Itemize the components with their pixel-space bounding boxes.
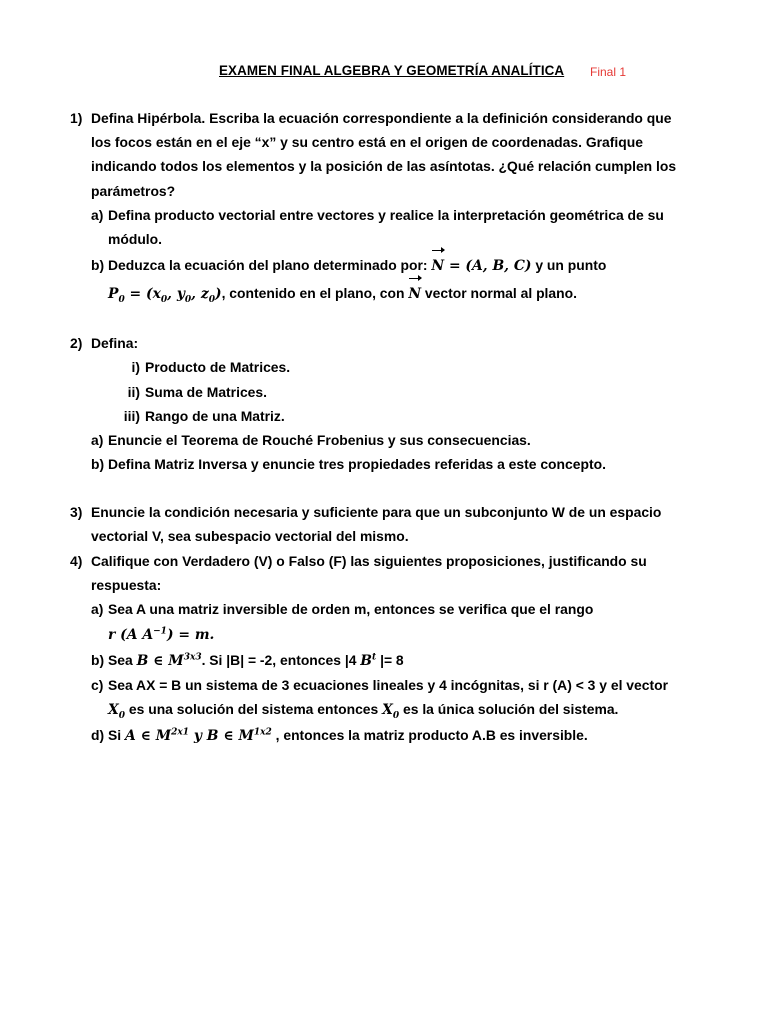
subquestion-label: a) xyxy=(91,206,104,223)
math-superscript: 2x1 xyxy=(171,726,190,737)
header xyxy=(0,63,768,85)
subquestion-text: , contenido en el plano, con xyxy=(221,285,409,302)
math-superscript: 1x2 xyxy=(253,726,272,737)
math-subscript: 0 xyxy=(184,294,192,305)
question-line: los focos están en el eje “x” y su centro está en el origen de coordenadas. Grafique xyxy=(91,134,643,151)
question-line xyxy=(70,106,720,130)
math-symbol: X xyxy=(382,702,393,719)
math-symbol: ) = xyxy=(166,627,195,644)
question-line xyxy=(70,500,720,524)
math-symbol: (A A xyxy=(115,627,154,644)
math-symbol: ) xyxy=(215,286,222,303)
math-symbol: B xyxy=(360,653,373,670)
page-title: EXAMEN FINAL ALGEBRA Y GEOMETRÍA ANALÍTICA xyxy=(219,63,565,78)
question-number: 4) xyxy=(70,552,83,569)
vector-n: N xyxy=(431,252,444,280)
subquestion-text: vector normal al plano. xyxy=(421,285,577,302)
math-symbol: B xyxy=(136,653,149,670)
list-text: Rango de una Matriz. xyxy=(145,407,285,424)
math-symbol: ∈ xyxy=(135,727,156,744)
question-number: 2) xyxy=(70,335,83,352)
subquestion-text: |= 8 xyxy=(376,652,404,669)
math-symbol: , z xyxy=(191,286,209,303)
subquestion-text: Enuncie el Teorema de Rouché Frobenius y sus consecuencias. xyxy=(108,431,531,448)
subquestion-text: es una solución del sistema entonces xyxy=(125,701,383,718)
question-line xyxy=(70,549,720,573)
subquestion-line xyxy=(70,452,720,476)
math-symbol: = (x xyxy=(124,286,161,303)
question-number: 3) xyxy=(70,504,83,521)
question-number: 1) xyxy=(70,110,83,126)
question-1 xyxy=(70,106,720,307)
subquestion-line xyxy=(70,647,720,673)
math-subscript: 0 xyxy=(160,294,168,305)
math-superscript: −1 xyxy=(153,626,167,637)
math-symbol: M xyxy=(238,727,254,744)
list-text: Producto de Matrices. xyxy=(145,359,291,376)
math-subscript: 0 xyxy=(118,294,125,305)
subquestion-line xyxy=(70,203,720,227)
list-item xyxy=(70,355,720,379)
list-text: Suma de Matrices. xyxy=(145,383,267,400)
point-p0 xyxy=(108,286,222,305)
subquestion-text: Sea A una matriz inversible de orden m, entonces se verifica que el rango xyxy=(108,601,594,617)
subquestion-label: d) xyxy=(91,726,105,743)
subquestion-label: b) xyxy=(91,456,105,473)
subquestion-text: Deduzca la ecuación del plano determinado por: xyxy=(108,257,432,274)
subquestion-text: , entonces la matriz producto A.B es inversible. xyxy=(271,726,588,743)
subquestion-text: Sea xyxy=(108,652,137,669)
math-symbol: B xyxy=(206,727,219,744)
question-text: Defina Hipérbola. Escriba la ecuación correspondiente a la definición considerando que xyxy=(91,110,672,126)
math-subscript: 0 xyxy=(118,711,126,722)
subquestion-text: Sea AX = B un sistema de 3 ecuaciones lineales y 4 incógnitas, si r (A) < 3 y el vector xyxy=(108,677,668,694)
subquestion-line xyxy=(70,251,720,279)
question-text: Defina: xyxy=(91,335,139,352)
question-line: vectorial V, sea subespacio vectorial del mismo. xyxy=(91,528,409,545)
exam-tag: Final 1 xyxy=(590,65,627,79)
subquestion-label: a) xyxy=(91,601,104,617)
math-subscript: 0 xyxy=(208,294,215,305)
list-item xyxy=(70,404,720,428)
question-text: Enuncie la condición necesaria y suficiente para que un subconjunto W de un espacio xyxy=(91,504,662,521)
subquestion-label: b) xyxy=(91,257,105,274)
list-item xyxy=(70,380,720,404)
math-line xyxy=(70,621,720,647)
math-superscript: t xyxy=(372,652,377,663)
subquestion-text: es la única solución del sistema. xyxy=(399,701,619,718)
subquestion-line xyxy=(70,279,720,307)
math-symbol: , y xyxy=(167,286,185,303)
math-symbol: X xyxy=(108,702,119,719)
list-label: iii) xyxy=(123,407,140,424)
question-2 xyxy=(70,331,720,476)
subquestion-line xyxy=(70,428,720,452)
math-symbol: P xyxy=(108,286,119,303)
math-symbol: A xyxy=(124,727,136,744)
math-symbol: y xyxy=(189,727,207,744)
subquestion-line xyxy=(70,597,720,621)
subquestion-label: a) xyxy=(91,431,104,448)
math-symbol: ∈ xyxy=(148,653,169,670)
subquestion-text: Defina producto vectorial entre vectores y realice la interpretación geométrica de su xyxy=(108,206,664,223)
spacer xyxy=(70,307,720,331)
list-label: ii) xyxy=(127,383,140,400)
question-4 xyxy=(70,549,720,748)
subquestion-text: y un punto xyxy=(531,257,607,274)
question-line: parámetros? xyxy=(91,182,176,199)
math-symbol: m. xyxy=(194,627,215,644)
math-superscript: 3x3 xyxy=(183,652,202,663)
subquestion-line xyxy=(70,673,720,697)
vector-n: N xyxy=(408,280,421,308)
subquestion-text: Si xyxy=(108,726,125,743)
subquestion-text: Defina Matriz Inversa y enuncie tres propiedades referidas a este concepto. xyxy=(108,456,606,473)
math-symbol: M xyxy=(155,727,172,744)
subquestion-line xyxy=(70,722,720,748)
subquestion-label: b) xyxy=(91,652,105,669)
question-line: indicando todos los elementos y la posición de las asíntotas. ¿Qué relación cumplen los xyxy=(91,158,677,175)
question-line: respuesta: xyxy=(91,576,162,593)
spacer xyxy=(70,476,720,500)
normal-vector-components: = (A, B, C) xyxy=(444,258,532,275)
list-label: i) xyxy=(131,359,140,376)
question-3 xyxy=(70,500,720,548)
subquestion-label: c) xyxy=(91,677,104,694)
question-text: Califique con Verdadero (V) o Falso (F) las siguientes proposiciones, justificando su xyxy=(91,552,647,569)
exam-content xyxy=(70,106,720,748)
math-symbol: r xyxy=(108,627,116,644)
question-line xyxy=(70,331,720,355)
math-symbol: M xyxy=(168,653,184,670)
math-symbol: ∈ xyxy=(218,727,239,744)
subquestion-line: módulo. xyxy=(108,230,163,247)
math-subscript: 0 xyxy=(392,711,400,722)
subquestion-line xyxy=(70,697,720,721)
subquestion-text: . Si |B| = -2, entonces |4 xyxy=(201,652,361,669)
